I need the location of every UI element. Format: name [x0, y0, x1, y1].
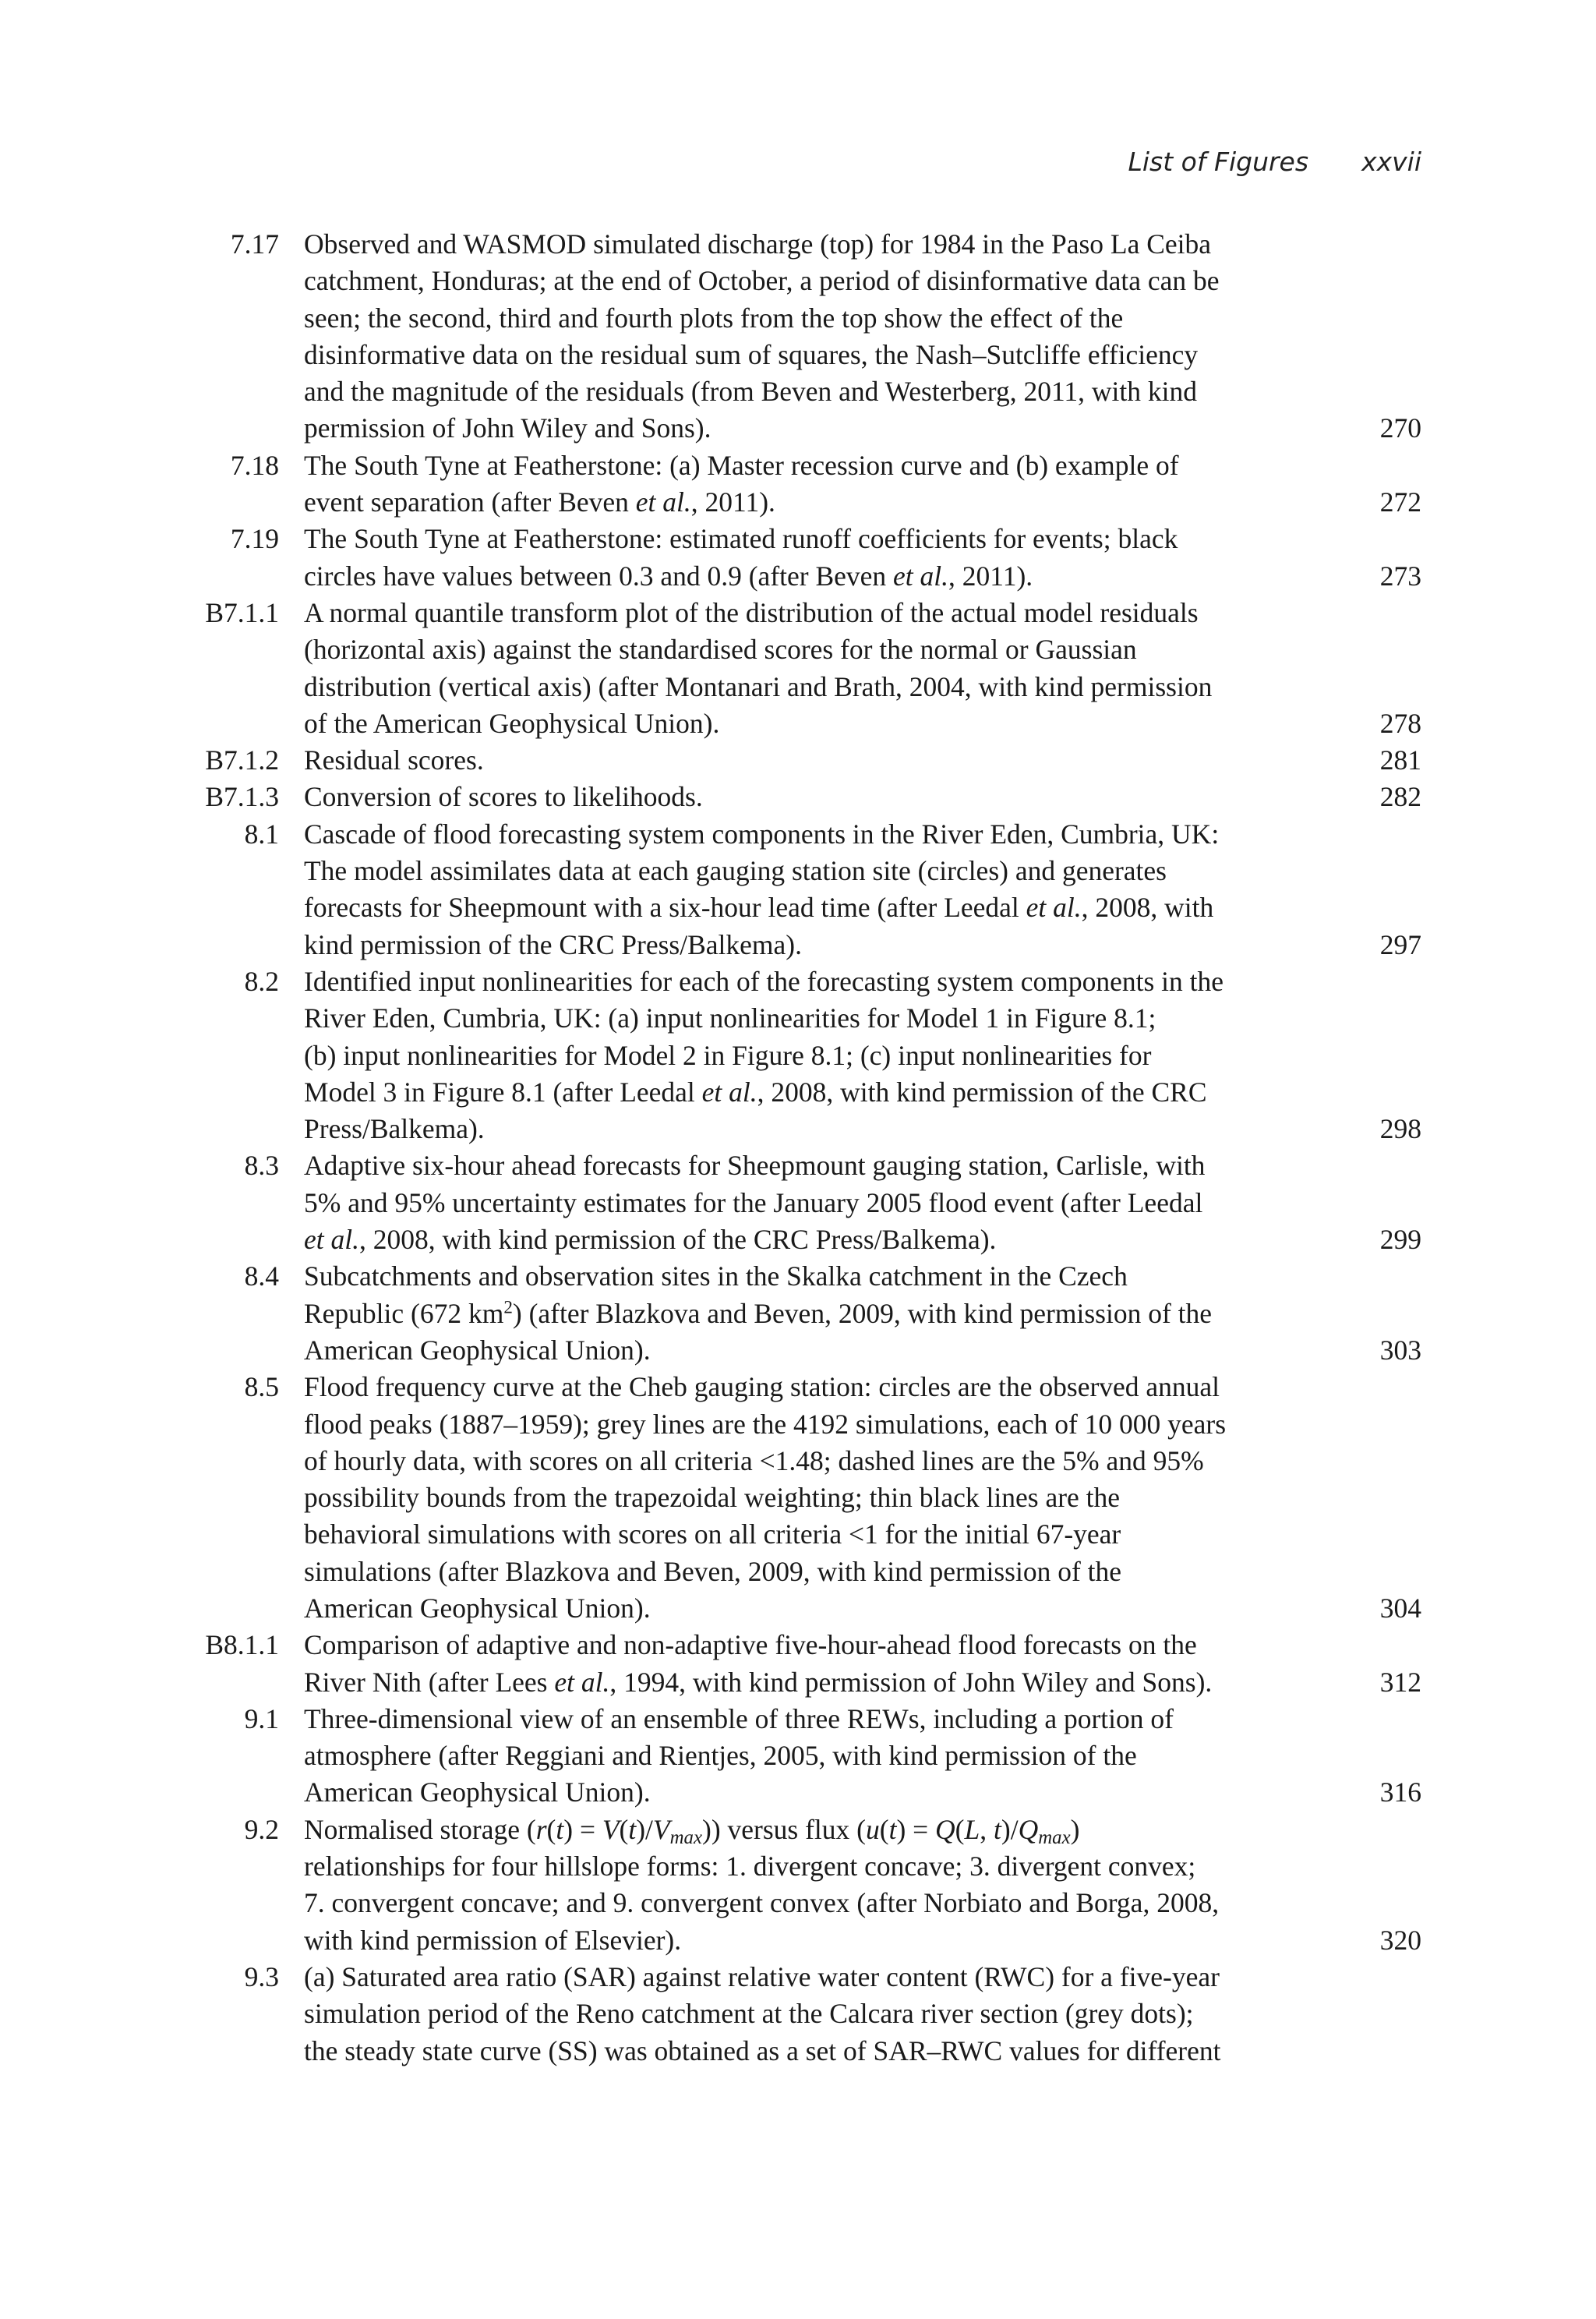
caption-line: (horizontal axis) against the standardised scores for the normal or Gaussian: [304, 634, 1137, 666]
caption-line: distribution (vertical axis) (after Montanari and Brath, 2004, with kind permission: [304, 670, 1213, 702]
figure-caption: [304, 1258, 1317, 1369]
figure-caption: [304, 447, 1317, 521]
caption-line: possibility bounds from the trapezoidal weighting; thin black lines are the: [304, 1482, 1121, 1514]
figure-number: B8.1.1: [205, 1629, 279, 1661]
figure-caption: [304, 226, 1317, 447]
figure-caption: [304, 595, 1317, 742]
caption-line: simulations (after Blazkova and Beven, 2009, with kind permission of the: [304, 1555, 1122, 1587]
caption-line: permission of John Wiley and Sons).: [304, 412, 711, 444]
figure-caption: [304, 742, 1317, 779]
caption-line: catchment, Honduras; at the end of October, a period of disinformative data can be: [304, 265, 1220, 297]
caption-line: American Geophysical Union).: [304, 1334, 651, 1366]
figure-entry: [0, 1147, 1596, 1258]
caption-line: atmosphere (after Reggiani and Rientjes, 2005, with kind permission of the: [304, 1740, 1137, 1772]
caption-line: American Geophysical Union).: [304, 1776, 651, 1808]
caption-line: (b) input nonlinearities for Model 2 in Figure 8.1; (c) input nonlinearities for: [304, 1039, 1152, 1071]
figure-page-number: 320: [1379, 1924, 1421, 1956]
figure-entry: [0, 226, 1596, 447]
caption-line: River Nith (after Lees et al., 1994, with kind permission of John Wiley and Sons).: [304, 1666, 1213, 1698]
figure-caption: [304, 779, 1317, 815]
caption-line: disinformative data on the residual sum of squares, the Nash–Sutcliffe efficiency: [304, 338, 1199, 370]
caption-line: Identified input nonlinearities for each of the forecasting system components in the: [304, 965, 1224, 997]
figure-number: B7.1.3: [205, 781, 279, 813]
caption-line: River Eden, Cumbria, UK: (a) input nonlinearities for Model 1 in Figure 8.1;: [304, 1002, 1156, 1034]
figure-caption: [304, 1369, 1317, 1627]
figure-number: 7.17: [230, 228, 279, 260]
figure-number: 9.1: [244, 1702, 279, 1734]
figure-number: 7.19: [230, 523, 279, 555]
caption-line: The model assimilates data at each gauging station site (circles) and generates: [304, 855, 1167, 887]
caption-line: and the magnitude of the residuals (from Beven and Westerberg, 2011, with kind: [304, 376, 1198, 408]
caption-line: of the American Geophysical Union).: [304, 707, 720, 739]
figure-entry: [0, 1258, 1596, 1369]
caption-line: Subcatchments and observation sites in the Skalka catchment in the Czech: [304, 1260, 1128, 1292]
caption-line: Conversion of scores to likelihoods.: [304, 781, 703, 813]
caption-line: circles have values between 0.3 and 0.9 (after Beven et al., 2011).: [304, 560, 1033, 592]
figure-entry: [0, 779, 1596, 815]
caption-line: Three-dimensional view of an ensemble of three REWs, including a portion of: [304, 1702, 1174, 1734]
figure-entry: [0, 447, 1596, 521]
figure-number: 8.5: [244, 1371, 279, 1403]
figure-caption: [304, 1627, 1317, 1701]
caption-line: Comparison of adaptive and non-adaptive five-hour-ahead flood forecasts on the: [304, 1629, 1197, 1661]
caption-line: Republic (672 $km^2$) (after Blazkova and Beven, 2009, with kind permission of the: [304, 1296, 1213, 1329]
caption-line: A normal quantile transform plot of the distribution of the actual model residuals: [304, 596, 1199, 628]
figure-page-number: 298: [1379, 1113, 1421, 1145]
caption-line: seen; the second, third and fourth plots from the top show the effect of the: [304, 302, 1124, 334]
caption-line: Cascade of flood forecasting system components in the River Eden, Cumbria, UK:: [304, 818, 1220, 850]
caption-line: with kind permission of Elsevier).: [304, 1924, 682, 1956]
caption-line: forecasts for Sheepmount with a six-hour lead time (after Leedal et al., 2008, with: [304, 892, 1214, 924]
figure-page-number: 278: [1379, 707, 1421, 739]
figure-entry: [0, 963, 1596, 1147]
caption-line: the steady state curve (SS) was obtained as a set of SAR–RWC values for different: [304, 2034, 1221, 2066]
figure-caption: [304, 1147, 1317, 1258]
caption-line: event separation (after Beven et al., 2011).: [304, 486, 775, 518]
figure-caption: [304, 816, 1317, 963]
caption-line: Flood frequency curve at the Cheb gauging station: circles are the observed annual: [304, 1371, 1220, 1403]
figure-caption: [304, 1701, 1317, 1812]
figure-number: 9.3: [244, 1960, 279, 1992]
figure-page-number: 303: [1379, 1334, 1421, 1366]
caption-line: flood peaks (1887–1959); grey lines are the 4192 simulations, each of 10 000 years: [304, 1408, 1227, 1440]
caption-line: Normalised storage $(r(t) = V(t)/V_{max})$) versus flux (u(t) = Q(L, $t)/Q_{max}$): [304, 1813, 1080, 1848]
figure-caption: [304, 521, 1317, 595]
figure-number: B7.1.2: [205, 744, 279, 776]
caption-line: Adaptive six-hour ahead forecasts for Sheepmount gauging station, Carlisle, with: [304, 1150, 1206, 1182]
figure-entry: [0, 1627, 1596, 1701]
caption-line: of hourly data, with scores on all criteria <1.48; dashed lines are the 5% and 95%: [304, 1444, 1204, 1476]
figure-page-number: 304: [1379, 1592, 1421, 1624]
list-of-figures: [0, 226, 1596, 2070]
figure-caption: [304, 963, 1317, 1147]
caption-line: behavioral simulations with scores on all criteria <1 for the initial 67-year: [304, 1518, 1121, 1550]
figure-number: B7.1.1: [205, 596, 279, 628]
figure-page-number: 312: [1379, 1666, 1421, 1698]
figure-caption: [304, 1812, 1317, 1959]
caption-line: The South Tyne at Featherstone: (a) Master recession curve and (b) example of: [304, 449, 1179, 481]
figure-entry: [0, 595, 1596, 742]
caption-line: 5% and 95% uncertainty estimates for the January 2005 flood event (after Leedal: [304, 1186, 1203, 1218]
caption-line: relationships for four hillslope forms: 1. divergent concave; 3. divergent convex;: [304, 1851, 1196, 1882]
figure-entry: [0, 1369, 1596, 1627]
figure-page-number: 299: [1379, 1224, 1421, 1256]
caption-line: Observed and WASMOD simulated discharge (top) for 1984 in the Paso La Ceiba: [304, 228, 1212, 260]
figure-entry: [0, 1812, 1596, 1959]
figure-page-number: 273: [1379, 560, 1421, 592]
figure-entry: [0, 816, 1596, 963]
caption-line: kind permission of the CRC Press/Balkema).: [304, 928, 802, 960]
figure-page-number: 297: [1379, 928, 1421, 960]
running-head-title: List of Figures: [1128, 147, 1309, 177]
caption-line: Press/Balkema).: [304, 1113, 485, 1145]
caption-line: Model 3 in Figure 8.1 (after Leedal et al., 2008, with kind permission of the CRC: [304, 1076, 1207, 1108]
figure-page-number: 316: [1379, 1776, 1421, 1808]
figure-number: 8.3: [244, 1150, 279, 1182]
figure-entry: [0, 742, 1596, 779]
caption-line: 7. convergent concave; and 9. convergent convex (after Norbiato and Borga, 2008,: [304, 1887, 1220, 1919]
caption-line: American Geophysical Union).: [304, 1592, 651, 1624]
figure-entry: [0, 521, 1596, 595]
figure-number: 9.2: [244, 1813, 279, 1845]
figure-number: 7.18: [230, 449, 279, 481]
caption-line: simulation period of the Reno catchment at the Calcara river section (grey dots);: [304, 1998, 1194, 2030]
figure-page-number: 281: [1379, 744, 1421, 776]
figure-caption: [304, 1959, 1317, 2070]
caption-line: The South Tyne at Featherstone: estimated runoff coefficients for events; black: [304, 523, 1178, 555]
caption-line: et al., 2008, with kind permission of the CRC Press/Balkema).: [304, 1224, 997, 1256]
figure-number: 8.2: [244, 965, 279, 997]
figure-number: 8.4: [244, 1260, 279, 1292]
figure-page-number: 270: [1379, 412, 1421, 444]
figure-entry: [0, 1959, 1596, 2070]
caption-line: (a) Saturated area ratio (SAR) against relative water content (RWC) for a five-year: [304, 1960, 1220, 1992]
running-head: [1128, 147, 1422, 177]
figure-page-number: 282: [1379, 781, 1421, 813]
figure-entry: [0, 1701, 1596, 1812]
caption-line: Residual scores.: [304, 744, 484, 776]
running-head-page-number: xxvii: [1361, 147, 1421, 177]
figure-number: 8.1: [244, 818, 279, 850]
figure-page-number: 272: [1379, 486, 1421, 518]
